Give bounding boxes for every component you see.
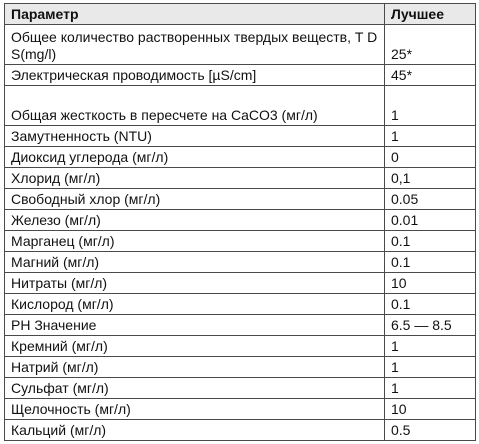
row-iron-name: Железо (мг/л): [5, 210, 385, 231]
table-row: [5, 420, 476, 441]
table-row: [5, 147, 476, 168]
row-manganese-name: Марганец (мг/л): [5, 231, 385, 252]
table-row: [5, 189, 476, 210]
row-sodium-value: 1: [385, 357, 476, 378]
row-manganese-value: 0.1: [385, 231, 476, 252]
row-alkalinity-name: Щелочность (мг/л): [5, 399, 385, 420]
row-chloride-name: Хлорид (мг/л): [5, 168, 385, 189]
row-magnesium-value: 0.1: [385, 252, 476, 273]
table-row: [5, 378, 476, 399]
row-tds-value: 25*: [385, 25, 476, 65]
row-ph-name: PH Значение: [5, 315, 385, 336]
row-calcium-name: Кальций (мг/л): [5, 420, 385, 441]
table-row: [5, 168, 476, 189]
row-calcium-value: 0.5: [385, 420, 476, 441]
table-row: [5, 86, 476, 126]
header-parameter: Параметр: [5, 4, 385, 25]
row-silicon-value: 1: [385, 336, 476, 357]
table-row: [5, 336, 476, 357]
table-row: [5, 357, 476, 378]
row-nitrates-name: Нитраты (мг/л): [5, 273, 385, 294]
table-header-row: [5, 4, 476, 25]
row-co2-name: Диоксид углерода (мг/л): [5, 147, 385, 168]
row-co2-value: 0: [385, 147, 476, 168]
table-row: [5, 126, 476, 147]
row-oxygen-name: Кислород (мг/л): [5, 294, 385, 315]
table-row: [5, 65, 476, 86]
row-hardness-value: 1: [385, 86, 476, 126]
table-row: [5, 399, 476, 420]
row-free-chlorine-value: 0.05: [385, 189, 476, 210]
row-conductivity-name: Электрическая проводимость [µS/cm]: [5, 65, 385, 86]
table-row: [5, 315, 476, 336]
row-iron-value: 0.01: [385, 210, 476, 231]
row-sulfate-value: 1: [385, 378, 476, 399]
row-sulfate-name: Сульфат (мг/л): [5, 378, 385, 399]
row-ph-value: 6.5 — 8.5: [385, 315, 476, 336]
header-best: Лучшее: [385, 4, 476, 25]
row-nitrates-value: 10: [385, 273, 476, 294]
table-row: [5, 273, 476, 294]
table-row: [5, 231, 476, 252]
row-free-chlorine-name: Свободный хлор (мг/л): [5, 189, 385, 210]
row-turbidity-value: 1: [385, 126, 476, 147]
row-magnesium-name: Магний (мг/л): [5, 252, 385, 273]
table-row: [5, 210, 476, 231]
row-oxygen-value: 0.1: [385, 294, 476, 315]
row-alkalinity-value: 10: [385, 399, 476, 420]
row-conductivity-value: 45*: [385, 65, 476, 86]
row-chloride-value: 0,1: [385, 168, 476, 189]
row-hardness-name: Общая жесткость в пересчете на CaCO3 (мг/л): [5, 86, 385, 126]
table-row: [5, 294, 476, 315]
table-row: [5, 252, 476, 273]
row-tds-name: Общее количество растворенных твердых веществ, T D S(mg/l): [5, 25, 385, 65]
row-turbidity-name: Замутненность (NTU): [5, 126, 385, 147]
row-silicon-name: Кремний (мг/л): [5, 336, 385, 357]
parameters-table: [4, 3, 476, 441]
table-row: [5, 25, 476, 65]
row-sodium-name: Натрий (мг/л): [5, 357, 385, 378]
